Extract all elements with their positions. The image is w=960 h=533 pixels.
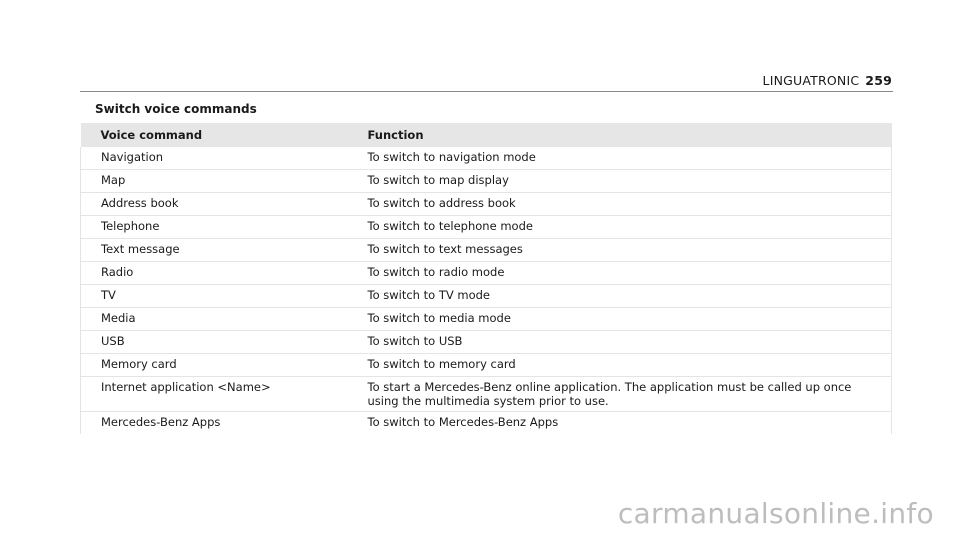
function-cell: To switch to memory card (352, 354, 892, 377)
function-cell: To switch to TV mode (352, 285, 892, 308)
chapter-title: LINGUATRONIC (762, 73, 860, 88)
command-cell: Address book (81, 193, 352, 216)
function-cell: To switch to USB (352, 331, 892, 354)
table-row (81, 377, 892, 412)
page-number: 259 (865, 73, 892, 88)
function-cell: To switch to media mode (352, 308, 892, 331)
command-cell: Mercedes-Benz Apps (81, 412, 352, 435)
table-row (81, 354, 892, 377)
function-cell: To switch to address book (352, 193, 892, 216)
function-cell: To switch to radio mode (352, 262, 892, 285)
table-row (81, 170, 892, 193)
table-row (81, 239, 892, 262)
table-row (81, 308, 892, 331)
voice-command-table (80, 123, 892, 434)
column-header-voice-command: Voice command (81, 123, 352, 147)
function-cell: To switch to text messages (352, 239, 892, 262)
table-row (81, 262, 892, 285)
section-title: Switch voice commands (95, 102, 257, 116)
watermark: carmanualsonline.info (617, 497, 934, 530)
running-header (763, 73, 892, 88)
table-row (81, 147, 892, 170)
command-cell: Navigation (81, 147, 352, 170)
column-header-function: Function (352, 123, 892, 147)
command-cell: Memory card (81, 354, 352, 377)
command-cell: Telephone (81, 216, 352, 239)
function-cell: To switch to Mercedes-Benz Apps (352, 412, 892, 435)
command-cell: Radio (81, 262, 352, 285)
function-cell: To start a Mercedes-Benz online application. The application must be called up once using the multimedia system prior to use. (352, 377, 892, 412)
command-cell: Map (81, 170, 352, 193)
table-row (81, 285, 892, 308)
table-row (81, 412, 892, 435)
command-cell: TV (81, 285, 352, 308)
command-cell: USB (81, 331, 352, 354)
table-row (81, 193, 892, 216)
command-cell: Text message (81, 239, 352, 262)
table-row (81, 216, 892, 239)
table-row (81, 331, 892, 354)
header-rule (80, 91, 893, 92)
function-cell: To switch to map display (352, 170, 892, 193)
command-cell: Internet application <Name> (81, 377, 352, 412)
function-cell: To switch to navigation mode (352, 147, 892, 170)
function-cell: To switch to telephone mode (352, 216, 892, 239)
table-header-row (81, 123, 892, 147)
command-cell: Media (81, 308, 352, 331)
